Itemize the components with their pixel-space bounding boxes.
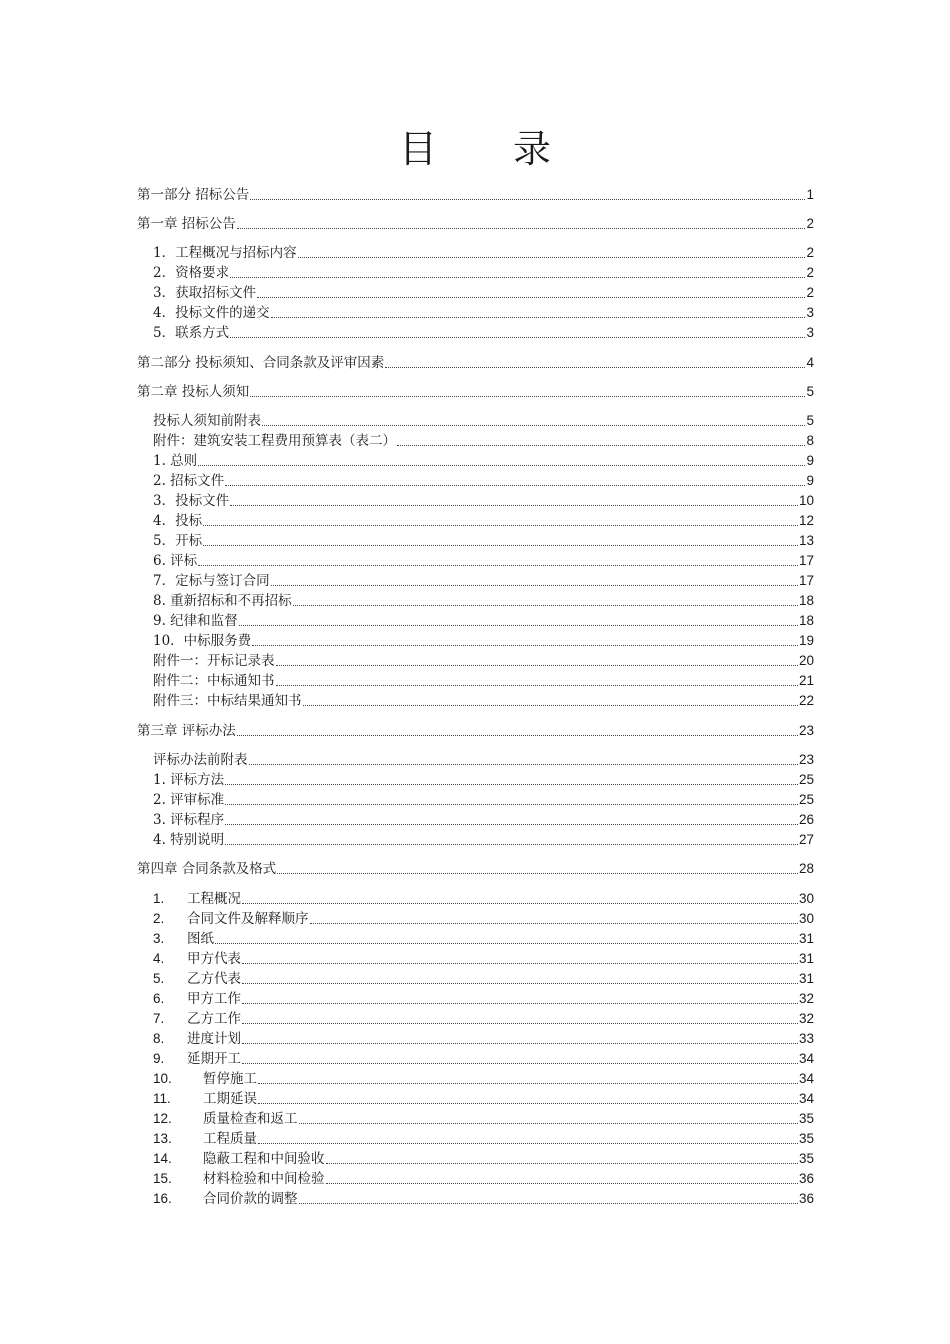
toc-entry-label (153, 811, 224, 829)
toc-page-number: 2 (806, 216, 814, 231)
toc-entry-text: 进度计划 (187, 1031, 241, 1047)
dot-leader (277, 873, 798, 874)
toc-page-number: 8 (806, 433, 814, 448)
toc-entry-text: 5．开标 (153, 533, 203, 549)
toc-page-number: 31 (798, 971, 814, 986)
dot-leader (242, 1063, 798, 1064)
dot-leader (198, 465, 805, 466)
toc-page-number: 31 (798, 931, 814, 946)
dot-leader (397, 445, 805, 446)
toc-entry-text: 9. 纪律和监督 (153, 613, 238, 629)
toc-entry-text: 1. 评标方法 (153, 772, 225, 788)
toc-entry-number: 15. (153, 1171, 172, 1186)
toc-entry[interactable] (153, 262, 814, 282)
toc-page-number: 3 (806, 305, 814, 320)
toc-entry-label (153, 990, 241, 1008)
toc-page-number: 33 (798, 1031, 814, 1046)
toc-entry-text: 工程概况 (187, 891, 241, 907)
toc-entry-label (153, 472, 224, 490)
toc-page-number: 12 (798, 513, 814, 528)
toc-entry[interactable] (137, 352, 814, 372)
toc-entry-label (153, 1170, 325, 1188)
toc-entry[interactable] (153, 968, 814, 988)
toc-entry-number: 3. (153, 931, 165, 946)
toc-page-number: 17 (798, 553, 814, 568)
toc-page-number: 34 (798, 1071, 814, 1086)
dot-leader (250, 199, 805, 200)
toc-entry-number: 11. (153, 1091, 171, 1106)
dot-leader (258, 1083, 798, 1084)
toc-page-number: 10 (798, 493, 814, 508)
toc-entry[interactable] (153, 590, 814, 610)
toc-page-number: 36 (798, 1191, 814, 1206)
toc-entry-text: 6. 评标 (153, 553, 198, 569)
toc-entry-text: 附件三：中标结果通知书 (153, 693, 302, 709)
toc-entry[interactable] (153, 550, 814, 570)
dot-leader (230, 337, 805, 338)
toc-entry-label (153, 672, 275, 690)
title-char-2: 录 (513, 127, 552, 171)
toc-page-number: 23 (798, 752, 814, 767)
toc-page-number: 35 (798, 1151, 814, 1166)
toc-entry[interactable] (137, 381, 814, 401)
toc-entry[interactable] (153, 690, 814, 710)
dot-leader (326, 1183, 798, 1184)
toc-entry-text: 3. 评标程序 (153, 812, 225, 828)
toc-entry-label (137, 860, 276, 878)
toc-entry-text: 第一章 招标公告 (137, 216, 236, 232)
dot-leader (237, 735, 798, 736)
toc-entry-text: 材料检验和中间检验 (203, 1171, 325, 1187)
toc-entry-label (137, 354, 384, 372)
toc-entry-label (153, 632, 251, 650)
toc-page-number: 2 (806, 285, 814, 300)
toc-entry[interactable] (153, 988, 814, 1008)
toc-entry[interactable] (137, 858, 814, 878)
toc-entry-text: 3．投标文件 (153, 493, 230, 509)
dot-leader (326, 1163, 798, 1164)
toc-entry-label (137, 722, 236, 740)
toc-entry[interactable] (153, 1188, 814, 1208)
toc-entry-label (153, 572, 270, 590)
toc-entry-text: 8. 重新招标和不再招标 (153, 593, 292, 609)
dot-leader (258, 1143, 798, 1144)
toc-entry[interactable] (153, 490, 814, 510)
dot-leader (225, 804, 798, 805)
toc-entry-label (137, 186, 249, 204)
dot-leader (203, 545, 798, 546)
toc-entry[interactable] (153, 789, 814, 809)
toc-entry[interactable] (137, 184, 814, 204)
toc-entry-number: 7. (153, 1011, 165, 1026)
toc-page-number: 17 (798, 573, 814, 588)
toc-entry-number: 1. (153, 891, 165, 906)
toc-entry-label (153, 970, 241, 988)
toc-entry-label (153, 552, 197, 570)
toc-entry-text: 质量检查和返工 (203, 1111, 298, 1127)
dot-leader (303, 705, 798, 706)
toc-entry-text: 隐蔽工程和中间验收 (203, 1151, 325, 1167)
toc-page-number: 35 (798, 1131, 814, 1146)
toc-entry-label (153, 432, 396, 450)
toc-entry-text: 2．资格要求 (153, 265, 230, 281)
toc-entry-label (153, 1070, 257, 1088)
toc-entry-number: 5. (153, 971, 165, 986)
toc-entry-label (153, 1150, 325, 1168)
toc-entry[interactable] (153, 1168, 814, 1188)
dot-leader (225, 824, 798, 825)
toc-entry[interactable] (153, 322, 814, 342)
dot-leader (237, 228, 806, 229)
toc-entry-label (153, 1130, 257, 1148)
toc-entry-label (137, 215, 236, 233)
toc-entry-number: 2. (153, 911, 165, 926)
toc-entry-label (153, 412, 261, 430)
toc-entry[interactable] (153, 769, 814, 789)
dot-leader (271, 317, 806, 318)
toc-page-number: 34 (798, 1091, 814, 1106)
toc-entry-text: 附件一：开标记录表 (153, 653, 275, 669)
dot-leader (225, 784, 798, 785)
toc-entry[interactable] (153, 570, 814, 590)
toc-entry-text: 4．投标文件的递交 (153, 305, 270, 321)
dot-leader (230, 505, 798, 506)
toc-page-number: 13 (798, 533, 814, 548)
toc-entry-text: 4. 特别说明 (153, 832, 225, 848)
toc-entry[interactable] (153, 829, 814, 849)
toc-page-number: 28 (798, 861, 814, 876)
dot-leader (242, 1023, 798, 1024)
toc-entry-text: 7．定标与签订合同 (153, 573, 270, 589)
dot-leader (242, 1043, 798, 1044)
toc-entry[interactable] (153, 809, 814, 829)
toc-entry[interactable] (137, 720, 814, 740)
toc-page-number: 30 (798, 911, 814, 926)
toc-entry-text: 暂停施工 (203, 1071, 257, 1087)
toc-entry-text: 第一部分 招标公告 (137, 187, 250, 203)
toc-entry[interactable] (153, 1048, 814, 1068)
toc-entry-label (153, 612, 238, 630)
toc-page-number: 1 (806, 187, 814, 202)
dot-leader (225, 844, 798, 845)
toc-entry-text: 工期延误 (203, 1091, 257, 1107)
page-title (0, 118, 950, 173)
toc-entry-text: 1．工程概况与招标内容 (153, 245, 297, 261)
toc-page-number: 18 (798, 613, 814, 628)
dot-leader (250, 396, 805, 397)
toc-entry-label (153, 244, 297, 262)
toc-entry-label (153, 692, 302, 710)
toc-entry[interactable] (153, 450, 814, 470)
toc-page-number: 31 (798, 951, 814, 966)
toc-entry-label (153, 950, 241, 968)
toc-entry-text: 甲方代表 (187, 951, 241, 967)
toc-entry[interactable] (153, 510, 814, 530)
toc-entry-label (153, 1110, 298, 1128)
dot-leader (262, 425, 805, 426)
toc-entry-label (153, 1030, 241, 1048)
toc-entry-label (153, 284, 256, 302)
toc-entry-text: 第二章 投标人须知 (137, 384, 250, 400)
toc-page-number: 18 (798, 593, 814, 608)
toc-entry-label (153, 831, 224, 849)
toc-entry-text: 3．获取招标文件 (153, 285, 257, 301)
toc-entry-text: 第四章 合同条款及格式 (137, 861, 277, 877)
toc-entry-text: 评标办法前附表 (153, 752, 248, 768)
toc-entry-number: 16. (153, 1191, 172, 1206)
toc-entry-label (153, 324, 229, 342)
toc-page-number: 30 (798, 891, 814, 906)
toc-entry-text: 5．联系方式 (153, 325, 230, 341)
toc-entry[interactable] (153, 242, 814, 262)
toc-entry-label (153, 512, 202, 530)
dot-leader (249, 764, 798, 765)
toc-entry-number: 6. (153, 991, 165, 1006)
toc-page-number: 32 (798, 991, 814, 1006)
toc-entry-text: 2. 招标文件 (153, 473, 225, 489)
toc-entry-label (153, 1090, 257, 1108)
dot-leader (299, 1123, 798, 1124)
dot-leader (242, 983, 798, 984)
dot-leader (276, 685, 798, 686)
toc-entry[interactable] (153, 610, 814, 630)
dot-leader (230, 277, 805, 278)
toc-page-number: 27 (798, 832, 814, 847)
toc-page-number: 19 (798, 633, 814, 648)
toc-entry[interactable] (153, 948, 814, 968)
toc-entry-number: 4. (153, 951, 165, 966)
toc-page-number: 2 (806, 265, 814, 280)
toc-entry-text: 附件二：中标通知书 (153, 673, 275, 689)
toc-page-number: 25 (798, 792, 814, 807)
toc-entry[interactable] (137, 213, 814, 233)
dot-leader (225, 485, 805, 486)
toc-page-number: 2 (806, 245, 814, 260)
toc-entry-text: 2. 评审标准 (153, 792, 225, 808)
toc-page-number: 36 (798, 1171, 814, 1186)
toc-page-number: 22 (798, 693, 814, 708)
toc-entry-text: 合同文件及解释顺序 (187, 911, 309, 927)
toc-entry-label (153, 532, 202, 550)
toc-entry[interactable] (153, 888, 814, 908)
toc-entry[interactable] (153, 670, 814, 690)
toc-entry[interactable] (153, 1148, 814, 1168)
toc-entry-label (153, 264, 229, 282)
toc-entry-label (153, 592, 292, 610)
toc-entry-text: 乙方工作 (187, 1011, 241, 1027)
toc-page-number: 23 (798, 723, 814, 738)
dot-leader (293, 605, 798, 606)
toc-entry-text: 延期开工 (187, 1051, 241, 1067)
toc-entry[interactable] (153, 630, 814, 650)
toc-entry-label (153, 771, 224, 789)
dot-leader (276, 665, 798, 666)
toc-entry-number: 13. (153, 1131, 172, 1146)
toc-entry-number: 12. (153, 1111, 172, 1126)
toc-page-number: 20 (798, 653, 814, 668)
toc-entry[interactable] (153, 749, 814, 769)
dot-leader (203, 525, 798, 526)
toc-entry-number: 14. (153, 1151, 172, 1166)
toc-entry-number: 9. (153, 1051, 165, 1066)
dot-leader (239, 625, 798, 626)
toc-page-number: 5 (806, 384, 814, 399)
title-char-1: 目 (398, 127, 437, 171)
dot-leader (257, 297, 805, 298)
toc-entry-text: 第三章 评标办法 (137, 723, 236, 739)
toc-entry-text: 第二部分 投标须知、合同条款及评审因素 (137, 355, 385, 371)
toc-page-number: 4 (806, 355, 814, 370)
dot-leader (242, 903, 798, 904)
toc-page-number: 35 (798, 1111, 814, 1126)
dot-leader (258, 1103, 798, 1104)
toc-entry-label (153, 930, 214, 948)
toc-entry-text: 合同价款的调整 (203, 1191, 298, 1207)
toc-entry[interactable] (153, 1088, 814, 1108)
toc-entry-label (153, 890, 241, 908)
dot-leader (299, 1203, 798, 1204)
toc-entry-label (153, 791, 224, 809)
dot-leader (198, 565, 798, 566)
toc-entry[interactable] (153, 928, 814, 948)
toc-entry-text: 附件：建筑安装工程费用预算表（表二） (153, 433, 396, 449)
toc-page-number: 26 (798, 812, 814, 827)
toc-page-number: 9 (806, 473, 814, 488)
toc-entry[interactable] (153, 470, 814, 490)
toc-entry[interactable] (153, 1068, 814, 1088)
toc-entry-number: 8. (153, 1031, 165, 1046)
toc-entry-label (153, 1050, 241, 1068)
toc-entry[interactable] (153, 650, 814, 670)
dot-leader (271, 585, 798, 586)
toc-entry-label (153, 910, 309, 928)
toc-entry-text: 4．投标 (153, 513, 203, 529)
dot-leader (242, 963, 798, 964)
toc-entry-label (153, 751, 248, 769)
toc-entry-text: 图纸 (187, 931, 214, 947)
toc-entry-text: 甲方工作 (187, 991, 241, 1007)
toc-page-number: 3 (806, 325, 814, 340)
toc-entry-label (153, 304, 270, 322)
toc-entry[interactable] (153, 530, 814, 550)
dot-leader (310, 923, 798, 924)
toc-page-number: 32 (798, 1011, 814, 1026)
dot-leader (252, 645, 798, 646)
dot-leader (298, 257, 806, 258)
toc-entry-label (153, 652, 275, 670)
toc-entry-text: 1. 总则 (153, 453, 198, 469)
toc-entry[interactable] (153, 1128, 814, 1148)
toc-entry[interactable] (153, 1108, 814, 1128)
toc-entry[interactable] (153, 1028, 814, 1048)
toc-entry-text: 乙方代表 (187, 971, 241, 987)
toc-entry-label (137, 383, 249, 401)
toc-page-number: 34 (798, 1051, 814, 1066)
toc-entry[interactable] (153, 1008, 814, 1028)
toc-page-number: 25 (798, 772, 814, 787)
toc-entry[interactable] (153, 908, 814, 928)
toc-entry-label (153, 1010, 241, 1028)
toc-entry-text: 工程质量 (203, 1131, 257, 1147)
toc-page-number: 5 (806, 413, 814, 428)
toc-entry-number: 10. (153, 1071, 172, 1086)
toc-entry[interactable] (153, 410, 814, 430)
toc-entry-label (153, 1190, 298, 1208)
toc-entry-text: 投标人须知前附表 (153, 413, 261, 429)
toc-page-number: 9 (806, 453, 814, 468)
dot-leader (242, 1003, 798, 1004)
toc-entry[interactable] (153, 430, 814, 450)
toc-page-number: 21 (798, 673, 814, 688)
dot-leader (385, 367, 805, 368)
toc-entry-label (153, 492, 229, 510)
toc-entry-text: 10．中标服务费 (153, 633, 252, 649)
toc-entry[interactable] (153, 282, 814, 302)
toc-entry-label (153, 452, 197, 470)
dot-leader (215, 943, 798, 944)
toc-entry[interactable] (153, 302, 814, 322)
